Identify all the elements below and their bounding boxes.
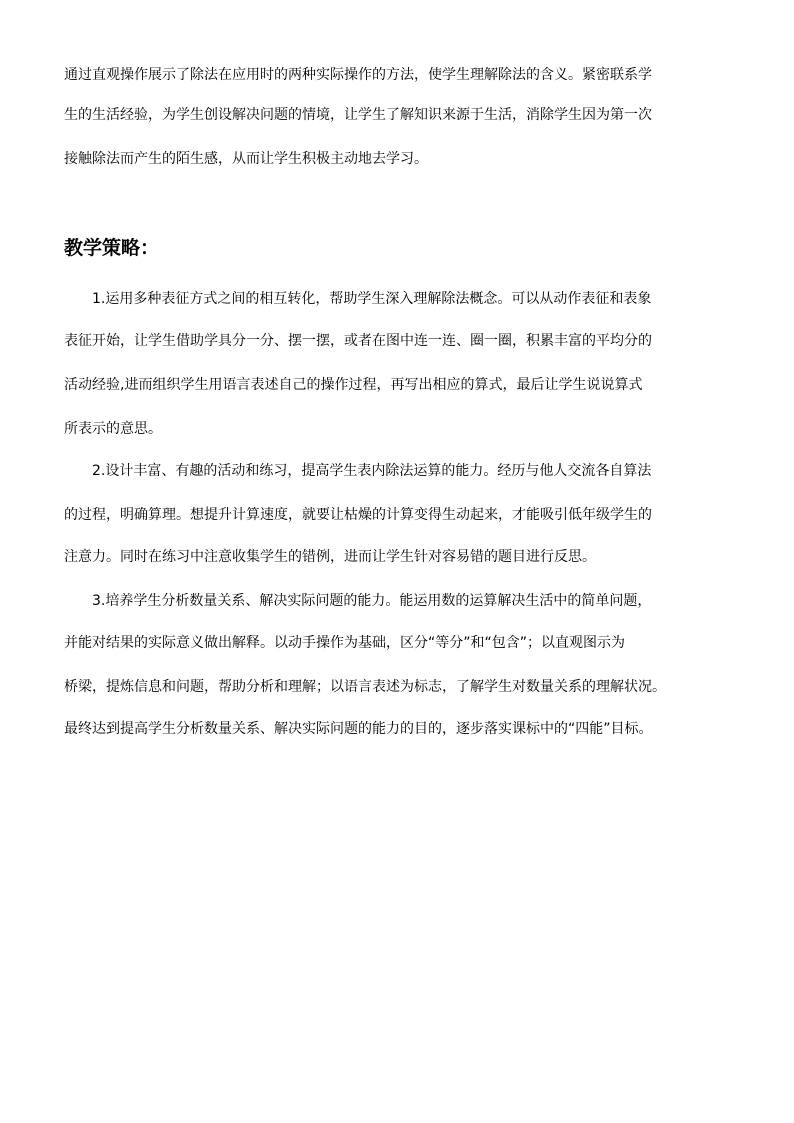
strategy-item-2-line-1: 2.设计丰富、有趣的活动和练习，提高学生表内除法运算的能力。经历与他人交流各自算法 [92, 463, 652, 479]
intro-line-1: 通过直观操作展示了除法在应用时的两种实际操作的方法，使学生理解除法的含义。紧密联系学 [64, 67, 652, 83]
strategy-item-1-line-3: 活动经验,进而组织学生用语言表述自己的操作过程，再写出相应的算式，最后让学生说说算式 [64, 377, 643, 393]
intro-line-3: 接触除法而产生的陌生感，从而让学生积极主动地去学习。 [64, 151, 428, 167]
strategy-item-3-line-3: 桥梁，提炼信息和问题，帮助分析和理解；以语言表述为标志，了解学生对数量关系的理解状况。 [64, 679, 666, 695]
strategy-item-1-line-2: 表征开始，让学生借助学具分一分、摆一摆，或者在图中连一连、圈一圈，积累丰富的平均分的 [64, 333, 652, 349]
intro-line-2: 生的生活经验，为学生创设解决问题的情境，让学生了解知识来源于生活，消除学生因为第一次 [64, 107, 652, 123]
strategy-item-3-line-4: 最终达到提高学生分析数量关系、解决实际问题的能力的目的，逐步落实课标中的“四能”目标。 [64, 721, 653, 737]
strategy-item-3-line-2: 并能对结果的实际意义做出解释。以动手操作为基础，区分“等分”和“包含”；以直观图示为 [64, 635, 626, 651]
strategy-item-3-line-1: 3.培养学生分析数量关系、解决实际问题的能力。能运用数的运算解决生活中的简单问题， [92, 593, 652, 609]
strategy-item-2-line-3: 注意力。同时在练习中注意收集学生的错例，进而让学生针对容易错的题目进行反思。 [64, 549, 596, 565]
strategy-item-1-line-1: 1.运用多种表征方式之间的相互转化，帮助学生深入理解除法概念。可以从动作表征和表象 [92, 291, 652, 307]
strategy-item-1-line-4: 所表示的意思。 [64, 421, 162, 437]
strategy-item-2-line-2: 的过程，明确算理。想提升计算速度，就要让枯燥的计算变得生动起来，才能吸引低年级学生的 [64, 507, 652, 523]
section-heading: 教学策略： [64, 237, 160, 259]
